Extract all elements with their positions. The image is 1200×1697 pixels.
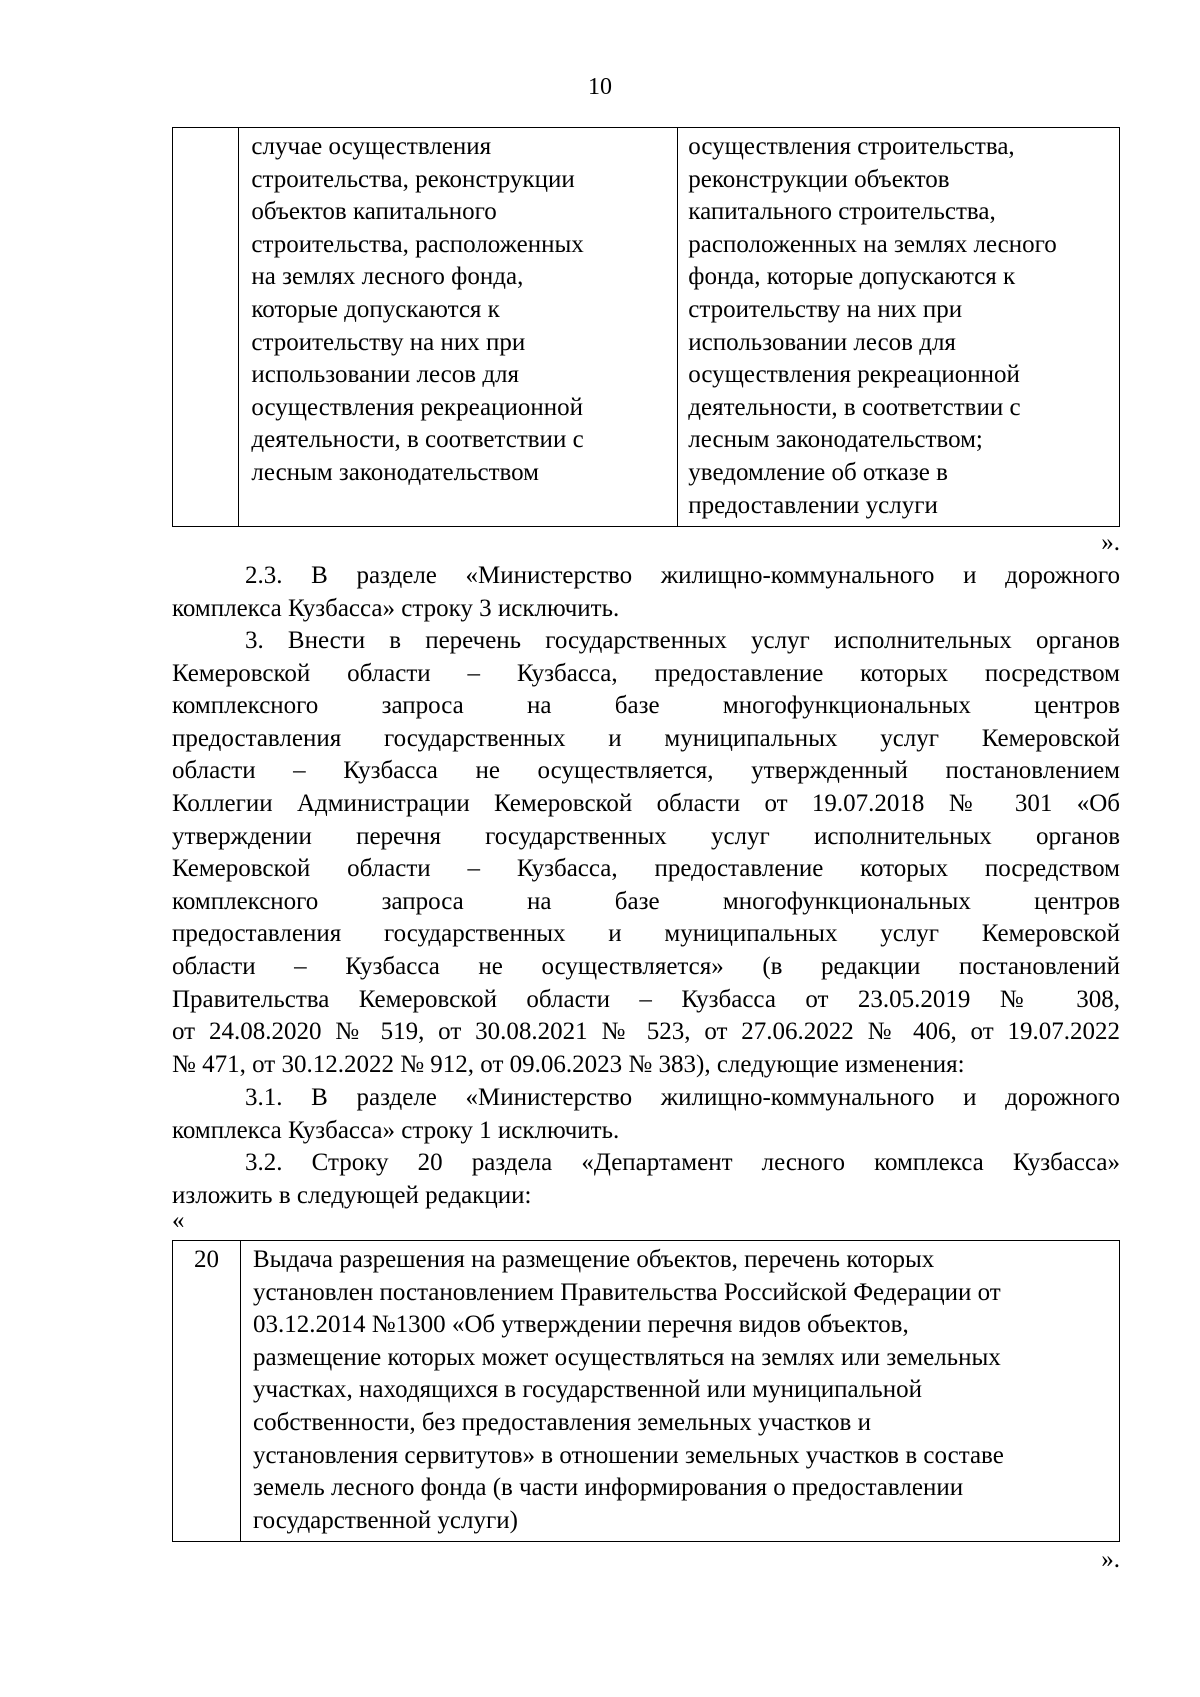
- table-line: строительству на них при: [688, 295, 963, 323]
- services-table-continuation: [172, 127, 1120, 527]
- paragraph-line: 3. Внести в перечень государственных услуг исполнительных органов: [245, 627, 1120, 654]
- paragraph-line: области – Кузбасса не осуществляется, утвержденный постановлением: [172, 757, 1120, 785]
- table-line: расположенных на землях лесного: [688, 230, 1057, 258]
- paragraph-line: № 471, от 30.12.2022 № 912, от 09.06.2023 № 383), следующие изменения:: [172, 1050, 965, 1078]
- table-line: установлен постановлением Правительства Российской Федерации от: [253, 1278, 1001, 1306]
- table-line: использовании лесов для: [688, 328, 956, 356]
- table-line: осуществления рекреационной: [688, 361, 1020, 389]
- table-line: объектов капитального: [251, 198, 497, 226]
- table-line: на землях лесного фонда,: [251, 263, 524, 291]
- paragraph-line: 3.1. В разделе «Министерство жилищно-коммунального и дорожного: [245, 1084, 1120, 1111]
- paragraph-line: Коллегии Администрации Кемеровской области от 19.07.2018 № 301 «Об: [172, 789, 1120, 817]
- paragraph-3-2: [172, 1147, 1120, 1212]
- table-line: лесным законодательством: [251, 458, 540, 486]
- table-line: земель лесного фонда (в части информирования о предоставлении: [253, 1474, 964, 1502]
- table-line: Выдача разрешения на размещение объектов, перечень которых: [253, 1246, 935, 1273]
- table-line: деятельности, в соответствии с: [688, 393, 1021, 421]
- services-table-row-20: [172, 1240, 1120, 1542]
- table-cell-service-condition: [239, 128, 678, 527]
- table-line: использовании лесов для: [251, 361, 520, 389]
- paragraph-2-3: [172, 560, 1120, 625]
- paragraph-line: Правительства Кемеровской области – Кузбасса от 23.05.2019 № 308,: [172, 985, 1120, 1013]
- paragraph-line: области – Кузбасса не осуществляется» (в редакции постановлений: [172, 952, 1120, 980]
- paragraph-line: Кемеровской области – Кузбасса, предоставление которых посредством: [172, 659, 1120, 687]
- paragraph-3-1: [172, 1082, 1120, 1147]
- table-line: собственности, без предоставления земельных участков и: [253, 1408, 871, 1436]
- table-line: 03.12.2014 №1300 «Об утверждении перечня видов объектов,: [253, 1311, 909, 1339]
- table-line: которые допускаются к: [251, 295, 500, 323]
- paragraph-line: от 24.08.2020 № 519, от 30.08.2021 № 523, от 27.06.2022 № 406, от 19.07.2022: [172, 1018, 1120, 1046]
- table-line: фонда, которые допускаются к: [688, 263, 1016, 291]
- table-line: строительству на них при: [251, 328, 526, 356]
- paragraph-line: 2.3. В разделе «Министерство жилищно-коммунального и дорожного: [245, 562, 1120, 589]
- paragraph-line: изложить в следующей редакции:: [172, 1181, 532, 1209]
- table-line: случае осуществления: [251, 133, 492, 160]
- table-line: предоставлении услуги: [688, 491, 938, 519]
- paragraph-line: комплексного запроса на базе многофункциональных центров: [172, 692, 1120, 720]
- table-cell-service-result: [678, 128, 1120, 527]
- table-row: [173, 1241, 1120, 1542]
- paragraph-line: предоставления государственных и муниципальных услуг Кемеровской: [172, 724, 1120, 752]
- table-cell-number: [173, 128, 239, 527]
- table-line: деятельности, в соответствии с: [251, 426, 584, 454]
- closing-quote-1: ».: [1101, 529, 1120, 556]
- table-line: осуществления рекреационной: [251, 393, 583, 421]
- table-line: участках, находящихся в государственной или муниципальной: [253, 1376, 922, 1404]
- paragraph-3: [172, 625, 1120, 1081]
- table-line: строительства, расположенных: [251, 230, 584, 258]
- table-line: строительства, реконструкции: [251, 165, 575, 193]
- table-line: размещение которых может осуществляться на землях или земельных: [253, 1343, 1001, 1371]
- table-line: лесным законодательством;: [688, 426, 983, 454]
- table-line: установления сервитутов» в отношении земельных участков в составе: [253, 1441, 1004, 1469]
- paragraph-line: предоставления государственных и муниципальных услуг Кемеровской: [172, 920, 1120, 948]
- paragraph-line: комплекса Кузбасса» строку 3 исключить.: [172, 594, 620, 622]
- paragraph-line: 3.2. Строку 20 раздела «Департамент лесного комплекса Кузбасса»: [245, 1149, 1120, 1176]
- table-line: капитального строительства,: [688, 198, 996, 226]
- paragraph-line: комплекса Кузбасса» строку 1 исключить.: [172, 1116, 620, 1144]
- table-line: осуществления строительства,: [688, 133, 1015, 160]
- opening-quote: «: [172, 1207, 185, 1234]
- table-line: государственной услуги): [253, 1506, 518, 1534]
- paragraph-line: утверждении перечня государственных услуг исполнительных органов: [172, 822, 1120, 850]
- table-line: реконструкции объектов: [688, 165, 950, 193]
- closing-quote-2: ».: [1101, 1546, 1120, 1573]
- table-cell-number: 20: [173, 1241, 241, 1542]
- paragraph-line: Кемеровской области – Кузбасса, предоставление которых посредством: [172, 855, 1120, 883]
- table-line: уведомление об отказе в: [688, 458, 948, 486]
- table-row: [173, 128, 1120, 527]
- table-cell-service-name: [241, 1241, 1120, 1542]
- page-number: 10: [588, 74, 612, 100]
- paragraph-line: комплексного запроса на базе многофункциональных центров: [172, 887, 1120, 915]
